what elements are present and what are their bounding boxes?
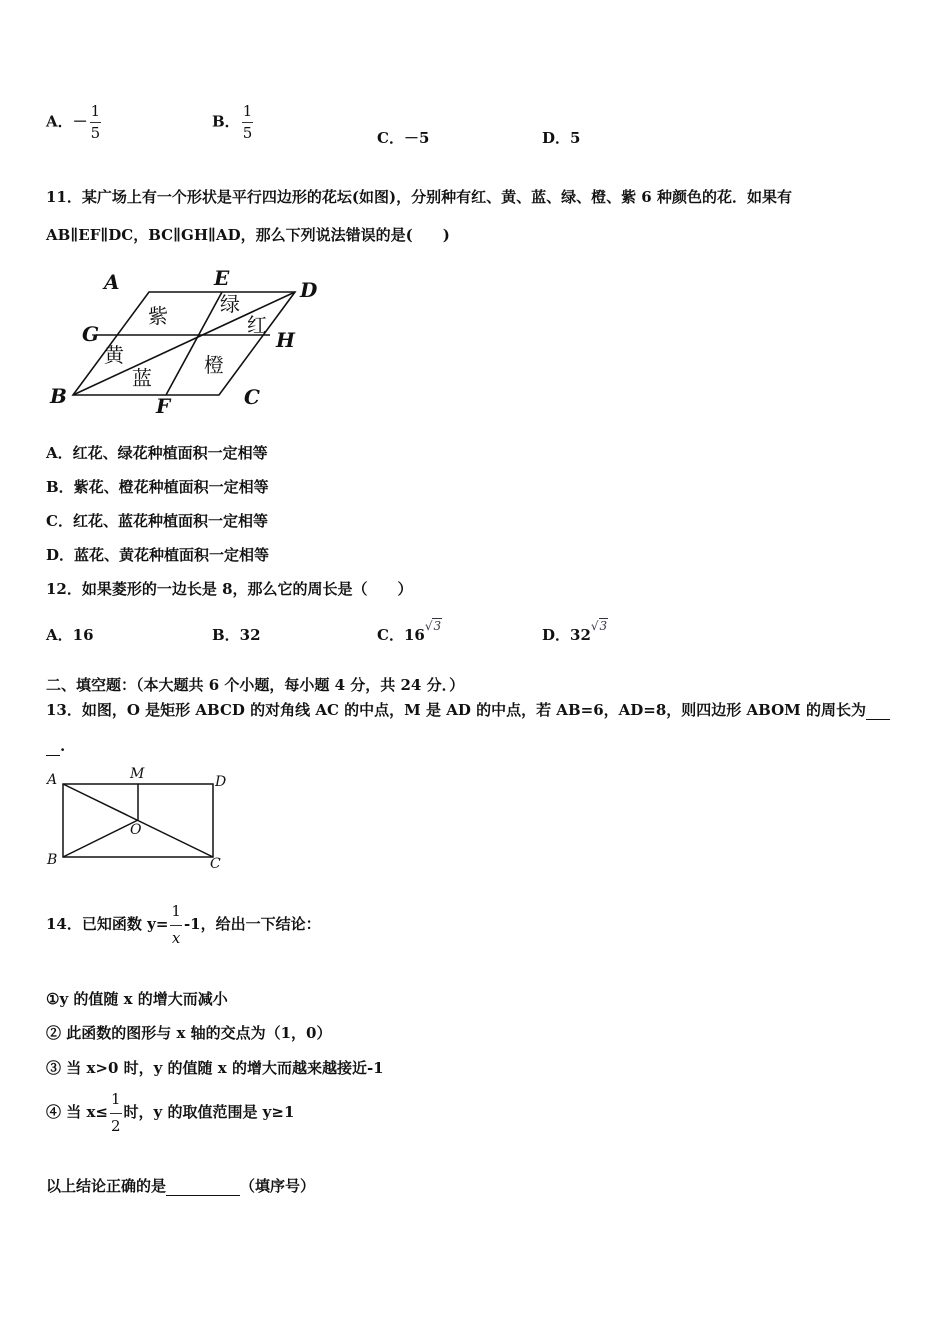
- q10-option-a-label: A．－: [46, 112, 88, 131]
- frac-num: 1: [110, 1090, 121, 1108]
- frac-den: 2: [110, 1113, 122, 1134]
- point-d-label: D: [215, 774, 227, 790]
- region-green: 绿: [220, 292, 240, 316]
- q13-stem: [46, 699, 890, 720]
- q12-option-d-label: D．32: [542, 626, 591, 644]
- q11-option-a: A．红花、绿花种植面积一定相等: [46, 444, 268, 462]
- line-ef: [166, 292, 222, 395]
- frac-num: 1: [242, 102, 253, 120]
- q11-parallelogram-figure: [40, 265, 340, 425]
- q13-stem-tail: [46, 737, 65, 756]
- sqrt-three: [591, 619, 608, 633]
- q13-tail-period: .: [60, 737, 66, 755]
- q10-option-a-fraction: [90, 104, 102, 141]
- q14-c4-pre: ④ 当 x≤: [46, 1103, 108, 1121]
- q14-conclusion-2: ② 此函数的图形与 x 轴的交点为（1，0）: [46, 1024, 332, 1042]
- q13-rectangle-figure: [44, 764, 234, 874]
- q10-option-c: C．－5: [377, 129, 430, 147]
- q14-stem: [46, 904, 321, 946]
- point-c-label: C: [210, 856, 221, 872]
- point-c-label: C: [244, 385, 260, 409]
- root-sign: √: [590, 619, 599, 633]
- region-yellow: 黄: [104, 343, 124, 367]
- point-e-label: E: [214, 266, 230, 290]
- point-f-label: F: [156, 394, 171, 418]
- q13-stem-text: 13．如图，O 是矩形 ABCD 的对角线 AC 的中点，M 是 AD 的中点，若 AB=6，AD=8，则四边形 ABOM 的周长为: [46, 701, 866, 719]
- frac-den: 5: [90, 124, 101, 142]
- root-value: 3: [599, 619, 608, 633]
- q14-conclusion-1: ①y 的值随 x 的增大而减小: [46, 990, 228, 1008]
- q11-stem-line1: 11．某广场上有一个形状是平行四边形的花坛(如图)，分别种有红、黄、蓝、绿、橙、紫 6 种颜色的花．如果有: [46, 188, 792, 206]
- q14-stem-post: -1，给出一下结论：: [183, 915, 321, 933]
- region-purple: 紫: [148, 304, 168, 328]
- point-m-label: M: [130, 766, 145, 782]
- q14-answer-line: [46, 1175, 315, 1196]
- frac-den: x: [170, 925, 182, 946]
- q14-fraction-1-over-2: [110, 1092, 122, 1134]
- q11-stem-line2: AB∥EF∥DC，BC∥GH∥AD，那么下列说法错误的是( ): [46, 226, 450, 244]
- point-a-label: A: [104, 270, 120, 294]
- sqrt-three: [425, 619, 442, 633]
- root-value: 3: [433, 619, 442, 633]
- q13-answer-blank: [866, 701, 890, 720]
- region-orange: 橙: [204, 353, 224, 377]
- q14-c4-post: 时，y 的取值范围是 y≥1: [123, 1103, 295, 1121]
- q10-option-b: [212, 104, 255, 141]
- point-o-label: O: [130, 822, 142, 838]
- q14-answer-pre: 以上结论正确的是: [46, 1177, 167, 1195]
- root-sign: √: [424, 619, 433, 633]
- q14-conclusion-4: [46, 1092, 294, 1134]
- q10-option-d: D．5: [542, 129, 581, 147]
- point-a-label: A: [47, 772, 58, 788]
- point-b-label: B: [50, 384, 67, 408]
- q14-stem-pre: 14．已知函数 y=: [46, 915, 169, 933]
- section-2-title: 二、填空题：（本大题共 6 个小题，每小题 4 分，共 24 分．）: [46, 676, 465, 694]
- q12-option-c: [377, 619, 442, 645]
- q14-conclusion-3: ③ 当 x>0 时，y 的值随 x 的增大而越来越接近-1: [46, 1059, 384, 1077]
- frac-num: 1: [90, 102, 101, 120]
- q10-option-a: [46, 104, 103, 141]
- q12-option-b: B．32: [212, 626, 261, 644]
- q11-option-d: D．蓝花、黄花种植面积一定相等: [46, 546, 270, 564]
- q14-answer-blank: [166, 1177, 240, 1196]
- q12-option-a: A．16: [46, 626, 94, 644]
- point-b-label: B: [47, 852, 58, 868]
- q13-answer-blank-cont: [46, 737, 60, 756]
- q11-option-c: C．红花、蓝花种植面积一定相等: [46, 512, 268, 530]
- q12-option-c-label: C．16: [377, 626, 425, 644]
- point-d-label: D: [300, 278, 318, 302]
- point-h-label: H: [276, 328, 295, 352]
- point-g-label: G: [82, 322, 100, 346]
- q12-option-d: [542, 619, 608, 645]
- frac-num: 1: [171, 902, 181, 920]
- q10-option-b-label: B．: [212, 112, 240, 131]
- segment-bo: [63, 820, 138, 857]
- q10-option-b-fraction: [242, 104, 254, 141]
- region-blue: 蓝: [132, 366, 152, 390]
- q11-option-b: B．紫花、橙花种植面积一定相等: [46, 478, 269, 496]
- q14-answer-post: （填序号）: [240, 1177, 316, 1195]
- frac-den: 5: [242, 124, 253, 142]
- q14-fraction-1-over-x: [170, 904, 182, 946]
- region-red: 红: [247, 313, 267, 337]
- q12-stem: 12．如果菱形的一边长是 8，那么它的周长是（ ）: [46, 580, 413, 598]
